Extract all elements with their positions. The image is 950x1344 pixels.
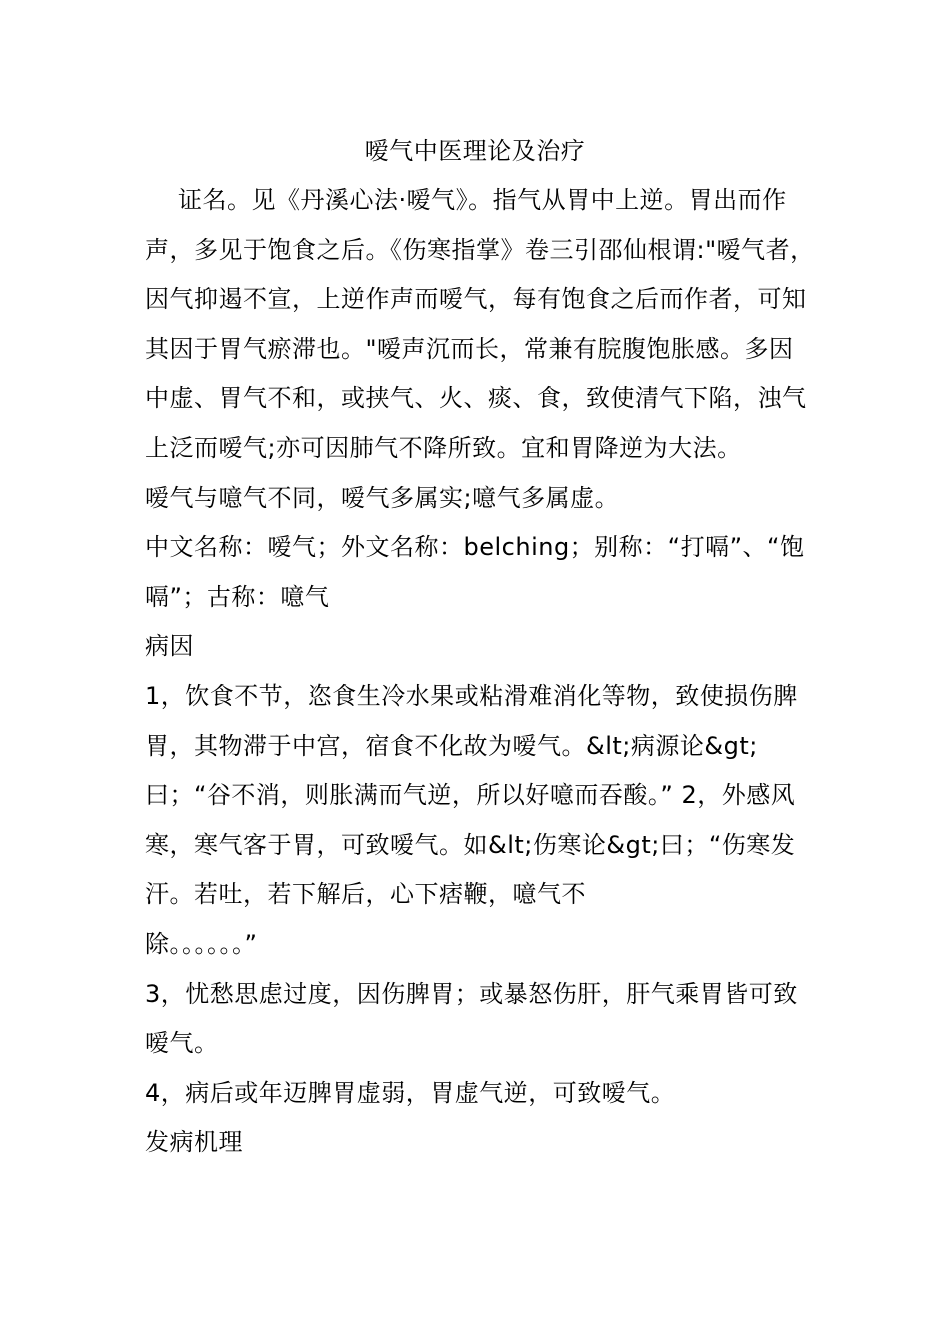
paragraph-cause-2-end: 除。。。。。。” [145, 929, 258, 958]
document-title: 嗳气中医理论及治疗 [364, 137, 586, 165]
heading-etiology: 病因 [145, 632, 194, 661]
document-body [145, 176, 815, 1168]
paragraph-cause-1-2: 1，饮食不节，恣食生冷水果或粘滑难消化等物，致使损伤脾胃，其物滞于中宫，宿食不化故为嗳气。&lt;病源论&gt;曰；“谷不消，则胀满而气逆，所以好噫而吞酸。” 2，外感风寒，寒气客于胃，可致嗳气。如&lt;伤寒论&gt;曰；“伤寒发汗。若吐，若下解后，心下痞鞭，噫气不 [145, 681, 798, 909]
paragraph-distinction: 嗳气与噫气不同，嗳气多属实;噫气多属虚。 [145, 483, 620, 512]
paragraph-cause-4: 4，病后或年迈脾胃虚弱，胃虚气逆，可致嗳气。 [145, 1078, 676, 1107]
paragraph-names: 中文名称：嗳气；外文名称：belching；别称：“打嗝”、“饱嗝”；古称：噫气 [145, 533, 805, 611]
heading-pathogenesis: 发病机理 [145, 1128, 243, 1157]
paragraph-cause-3: 3，忧愁思虑过度，因伤脾胃；或暴怒伤肝，肝气乘胃皆可致嗳气。 [145, 979, 798, 1058]
paragraph-definition: 证名。见《丹溪心法·嗳气》。指气从胃中上逆。胃出而作声，多见于饱食之后。《伤寒指掌》卷三引邵仙根谓:"嗳气者，因气抑遏不宣，上逆作声而嗳气，每有饱食之后而作者，可知其因于胃气瘀滞也。"嗳声沉而长，常兼有脘腹饱胀感。多因中虚、胃气不和，或挟气、火、痰、食，致使清气下陷，浊气上泛而嗳气;亦可因肺气不降所致。宜和胃降逆为大法。 [145, 186, 815, 462]
